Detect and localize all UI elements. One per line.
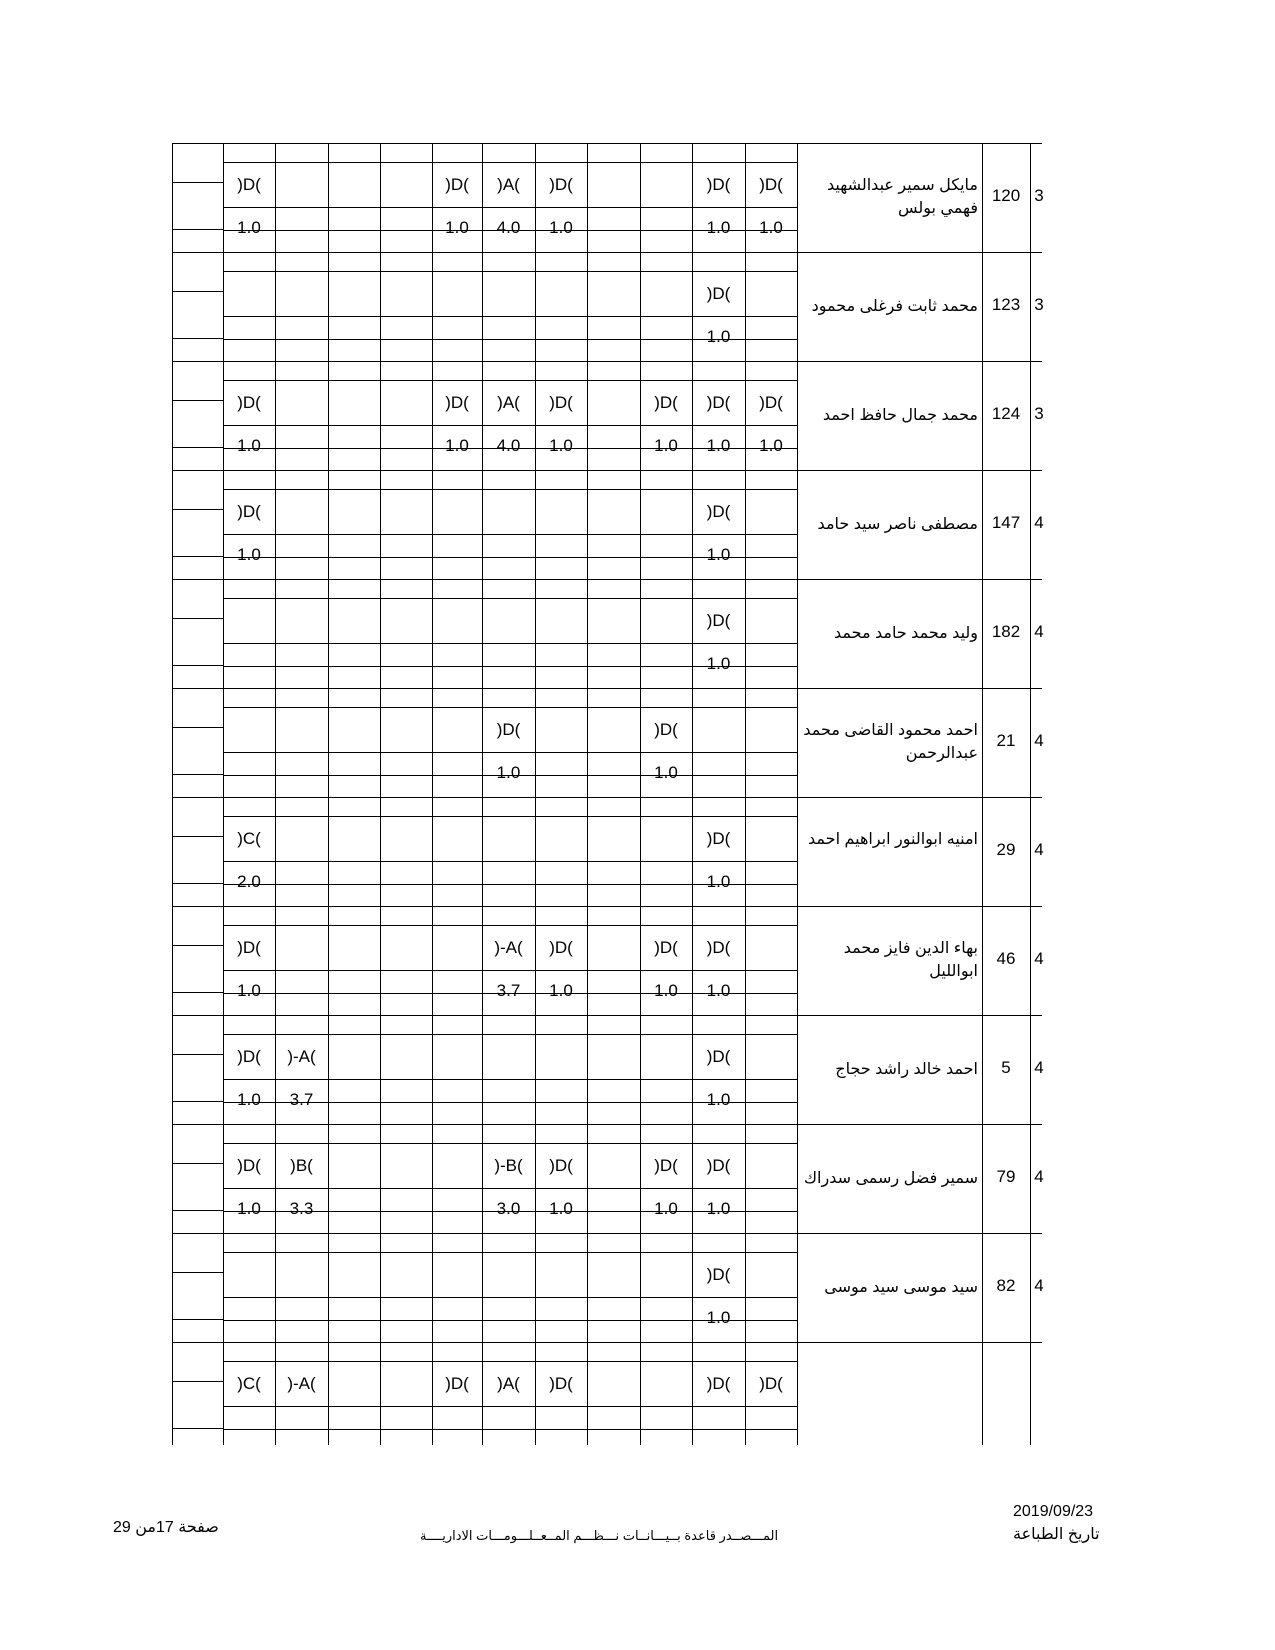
grade-cell: )D( [706, 393, 731, 412]
grade-cell: )D( [759, 175, 783, 194]
grade-cell: )D( [654, 393, 678, 412]
grid-line-horizontal [172, 1428, 223, 1429]
grade-cell: )D( [759, 1374, 783, 1393]
points-cell: 1.0 [654, 981, 678, 1000]
points-cell: 1.0 [237, 1199, 261, 1218]
grid-line-horizontal [172, 182, 223, 183]
grid-line-horizontal [223, 207, 797, 208]
print-date-value: 2019/09/23 [1013, 1503, 1094, 1520]
student-number: 21 [996, 731, 1016, 750]
grid-line-horizontal [172, 1054, 223, 1055]
points-cell: 3.0 [496, 1199, 521, 1218]
points-cell: 1.0 [549, 981, 573, 1000]
grade-cell: )D( [237, 175, 261, 194]
points-cell: 1.0 [706, 436, 731, 455]
points-cell: 1.0 [549, 218, 573, 237]
grid-line-horizontal [172, 229, 223, 230]
grid-line-horizontal [223, 1406, 797, 1407]
points-cell: 1.0 [706, 981, 731, 1000]
grade-cell: )-A( [287, 1047, 316, 1066]
points-cell: 4.0 [496, 218, 521, 237]
points-cell: 1.0 [759, 436, 783, 455]
points-cell: 4.0 [496, 436, 521, 455]
page-number: صفحة 17من 29 [113, 1519, 219, 1536]
grid-line-horizontal [172, 470, 1042, 471]
points-cell: 1.0 [706, 654, 731, 673]
level: 4 [1034, 1058, 1044, 1077]
grid-line-horizontal [223, 1034, 797, 1035]
student-number: 147 [991, 513, 1021, 532]
points-cell: 1.0 [445, 436, 469, 455]
grid-line-horizontal [172, 774, 223, 775]
student-name: سمير فضل رسمى سدراك [803, 1170, 978, 1187]
grade-cell: )D( [496, 720, 521, 739]
grade-cell: )A( [497, 1374, 520, 1393]
grid-line-horizontal [223, 316, 797, 317]
grid-line-horizontal [223, 643, 797, 644]
grid-line-horizontal [172, 579, 1042, 580]
level: 3 [1034, 295, 1044, 314]
student-number: 123 [991, 295, 1021, 314]
grade-cell: )D( [445, 393, 469, 412]
print-date-label: تاريخ الطباعة [1013, 1526, 1100, 1543]
level: 4 [1034, 949, 1044, 968]
grid-line-horizontal [172, 1101, 223, 1102]
grid-line-horizontal [223, 816, 797, 817]
points-cell: 1.0 [654, 436, 678, 455]
grid-line-horizontal [223, 1429, 797, 1430]
points-cell: 1.0 [496, 763, 521, 782]
grade-cell: )D( [237, 1047, 261, 1066]
student-name: امنيه ابوالنور ابراهيم احمد [808, 831, 978, 848]
points-cell: 1.0 [706, 545, 731, 564]
points-cell: 1.0 [237, 1090, 261, 1109]
points-cell: 1.0 [549, 436, 573, 455]
level: 4 [1034, 1276, 1044, 1295]
grid-line-horizontal [223, 489, 797, 490]
points-cell: 1.0 [237, 545, 261, 564]
student-number: 182 [991, 622, 1021, 641]
grade-cell: )A( [497, 393, 520, 412]
footer-source: المـــصــدر قاعدة بــيـــانــات نـــظـــم المــعــلـــومـــات الاداريــــة [420, 1528, 779, 1543]
grid-line-horizontal [172, 556, 223, 557]
grid-line-horizontal [172, 1381, 223, 1382]
grade-cell: )D( [654, 938, 678, 957]
grid-line-horizontal [172, 291, 223, 292]
student-name: سيد موسى سيد موسى [824, 1279, 978, 1296]
grid-line-horizontal [172, 836, 223, 837]
grade-cell: )D( [445, 175, 469, 194]
grade-cell: )A( [497, 175, 520, 194]
grid-line-vertical [1030, 143, 1031, 1445]
points-cell: 3.3 [289, 1199, 314, 1218]
grid-line-horizontal [172, 945, 223, 946]
grade-cell: )D( [759, 393, 783, 412]
grid-line-horizontal [172, 338, 223, 339]
grade-cell: )D( [237, 393, 261, 412]
grade-cell: )D( [706, 829, 731, 848]
grade-cell: )D( [237, 1156, 261, 1175]
points-cell: 1.0 [759, 218, 783, 237]
points-cell: 1.0 [706, 872, 731, 891]
level: 3 [1034, 404, 1044, 423]
points-cell: 1.0 [237, 436, 261, 455]
level: 4 [1034, 1167, 1044, 1186]
points-cell: 1.0 [706, 1090, 731, 1109]
grade-cell: )D( [549, 1156, 573, 1175]
student-name: مايكل سمير عبدالشهيد فهمي بولس [826, 177, 978, 217]
grade-cell: )D( [549, 938, 573, 957]
grid-line-horizontal [223, 162, 797, 163]
student-number: 29 [996, 840, 1016, 859]
grade-cell: )D( [549, 175, 573, 194]
grade-cell: )D( [237, 938, 261, 957]
student-name: احمد خالد راشد حجاج [835, 1061, 978, 1078]
grid-line-horizontal [172, 1210, 223, 1211]
points-cell: 1.0 [706, 218, 731, 237]
grid-line-horizontal [172, 361, 1042, 362]
grade-cell: )D( [549, 393, 573, 412]
grid-line-horizontal [223, 534, 797, 535]
points-cell: 1.0 [706, 1199, 731, 1218]
grid-line-horizontal [223, 925, 797, 926]
grade-cell: )-A( [287, 1374, 316, 1393]
grid-line-vertical [797, 143, 798, 1445]
student-name: احمد محمود القاضى محمد عبدالرحمن [803, 722, 978, 762]
grid-line-horizontal [223, 1079, 797, 1080]
grid-line-horizontal [223, 1361, 797, 1362]
grid-line-horizontal [223, 861, 797, 862]
student-number: 46 [996, 949, 1016, 968]
grade-cell: )D( [445, 1374, 469, 1393]
grid-line-horizontal [223, 380, 797, 381]
grade-cell: )-B( [494, 1156, 523, 1175]
student-number: 5 [1001, 1058, 1011, 1077]
grid-line-horizontal [172, 1319, 223, 1320]
grid-line-horizontal [172, 727, 223, 728]
grade-cell: )D( [549, 1374, 573, 1393]
grid-line-horizontal [223, 707, 797, 708]
grade-cell: )D( [706, 1265, 731, 1284]
grid-line-horizontal [172, 1015, 1042, 1016]
grid-line-horizontal [172, 1342, 1042, 1343]
student-name: بهاء الدين فايز محمد ابوالليل [843, 940, 978, 980]
level: 3 [1034, 186, 1044, 205]
grid-line-vertical [982, 143, 983, 1445]
student-name: محمد جمال حافظ احمد [822, 407, 978, 424]
grid-line-horizontal [172, 252, 1042, 253]
level: 4 [1034, 840, 1044, 859]
grade-cell: )D( [706, 1374, 731, 1393]
grade-cell: )C( [237, 1374, 261, 1393]
level: 4 [1034, 513, 1044, 532]
points-cell: 2.0 [237, 872, 261, 891]
student-number: 79 [996, 1167, 1016, 1186]
grid-line-horizontal [223, 1252, 797, 1253]
points-cell: 1.0 [237, 218, 261, 237]
grade-cell: )D( [706, 502, 731, 521]
points-cell: 1.0 [445, 218, 469, 237]
grid-line-horizontal [223, 271, 797, 272]
level: 4 [1034, 622, 1044, 641]
grid-line-horizontal [223, 425, 797, 426]
grade-cell: )D( [706, 175, 731, 194]
grid-line-horizontal [172, 1163, 223, 1164]
grid-line-horizontal [223, 752, 797, 753]
points-cell: 3.7 [289, 1090, 314, 1109]
grid-line-horizontal [172, 509, 223, 510]
grid-line-horizontal [223, 1188, 797, 1189]
grid-line-horizontal [172, 447, 223, 448]
grade-cell: )-A( [494, 938, 523, 957]
grid-line-horizontal [172, 665, 223, 666]
grid-line-horizontal [223, 1143, 797, 1144]
student-name: وليد محمد حامد محمد [834, 625, 978, 642]
grid-line-horizontal [172, 797, 1042, 798]
grade-cell: )C( [237, 829, 261, 848]
student-number: 82 [996, 1276, 1016, 1295]
points-cell: 1.0 [706, 327, 731, 346]
grade-cell: )D( [706, 1156, 731, 1175]
grid-line-horizontal [172, 400, 223, 401]
grid-line-horizontal [172, 1124, 1042, 1125]
student-name: مصطفى ناصر سيد حامد [817, 516, 978, 533]
grid-line-horizontal [223, 970, 797, 971]
points-cell: 1.0 [237, 981, 261, 1000]
grade-cell: )D( [654, 1156, 678, 1175]
grid-line-horizontal [172, 906, 1042, 907]
grade-cell: )D( [237, 502, 261, 521]
grade-cell: )D( [654, 720, 678, 739]
grid-line-horizontal [223, 598, 797, 599]
points-cell: 1.0 [654, 763, 678, 782]
points-cell: 1.0 [654, 1199, 678, 1218]
grid-line-horizontal [223, 1297, 797, 1298]
grid-line-horizontal [172, 1233, 1042, 1234]
grid-line-horizontal [172, 143, 1042, 144]
grid-line-horizontal [172, 1272, 223, 1273]
points-cell: 1.0 [549, 1199, 573, 1218]
grade-cell: )D( [706, 1047, 731, 1066]
grid-line-horizontal [172, 883, 223, 884]
level: 4 [1034, 731, 1044, 750]
student-number: 120 [991, 186, 1021, 205]
grid-line-horizontal [172, 688, 1042, 689]
points-cell: 3.7 [496, 981, 521, 1000]
grade-cell: )D( [706, 611, 731, 630]
student-number: 124 [991, 404, 1021, 423]
grade-cell: )D( [706, 938, 731, 957]
grid-line-horizontal [172, 992, 223, 993]
points-cell: 1.0 [706, 1308, 731, 1327]
grade-cell: )B( [290, 1156, 313, 1175]
grade-cell: )D( [706, 284, 731, 303]
student-name: محمد ثابت فرغلى محمود [811, 298, 978, 315]
grid-line-horizontal [172, 618, 223, 619]
